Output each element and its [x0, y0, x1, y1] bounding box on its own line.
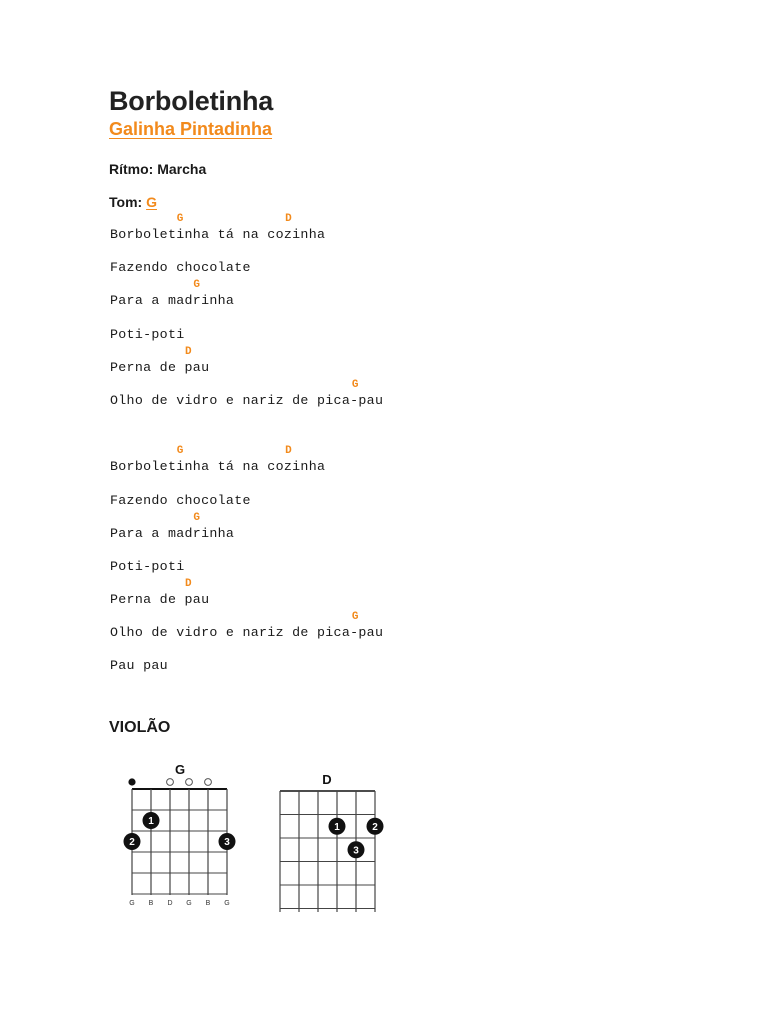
- open-string-marker: [205, 779, 212, 786]
- lyric-text: Borboletinha tá na cozinha: [110, 227, 326, 242]
- chord-label[interactable]: G: [351, 611, 359, 624]
- song-title: Borboletinha: [109, 86, 274, 116]
- finger-number: 2: [129, 837, 135, 849]
- open-string-marker: [186, 779, 193, 786]
- finger-number: 1: [334, 821, 340, 833]
- string-label: B: [205, 900, 211, 907]
- string-label: B: [148, 900, 154, 907]
- lyric-text: Poti-poti: [110, 558, 185, 574]
- string-label: G: [129, 900, 135, 907]
- lyric-text: Fazendo chocolate: [110, 260, 251, 276]
- lyric-text: Pau pau: [110, 658, 168, 674]
- key-link[interactable]: G: [146, 194, 157, 210]
- chord-label[interactable]: D: [185, 578, 192, 591]
- section-title-violao: VIOLÃO: [109, 719, 171, 736]
- finger-number: 3: [353, 845, 359, 857]
- root-marker: [128, 778, 135, 785]
- chord-label[interactable]: G: [176, 445, 184, 458]
- finger-number: 1: [148, 816, 154, 828]
- lyric-text: Poti-poti: [110, 326, 185, 342]
- chord-label[interactable]: D: [285, 445, 292, 458]
- key-label-text: Tom:: [109, 194, 147, 210]
- string-label: D: [167, 900, 173, 907]
- chord-diagram-name: G: [174, 762, 186, 777]
- chord-diagram-d: [272, 770, 396, 912]
- lyric-text: Fazendo chocolate: [110, 492, 251, 508]
- chord-diagram-g: [120, 760, 242, 912]
- lyric-text: Para a madrinha: [110, 525, 235, 541]
- chord-label[interactable]: G: [193, 511, 200, 524]
- lyric-text: Para a madrinha: [110, 293, 235, 309]
- string-label: G: [186, 900, 192, 907]
- lyric-text: Perna de pau: [110, 359, 210, 375]
- chord-label[interactable]: G: [176, 213, 184, 225]
- lyric-text: Olho de vidro e nariz de pica-pau: [110, 625, 384, 641]
- chord-diagram-name: D: [322, 772, 332, 787]
- lyric-text: Perna de pau: [110, 592, 210, 608]
- finger-number: 3: [224, 837, 230, 849]
- chord-label[interactable]: G: [351, 378, 359, 391]
- finger-number: 2: [372, 821, 378, 833]
- key-label: [109, 194, 157, 210]
- open-string-marker: [167, 779, 174, 786]
- chord-label[interactable]: D: [285, 213, 292, 225]
- rhythm-label: Rítmo: Marcha: [109, 161, 207, 177]
- chord-label[interactable]: D: [185, 345, 192, 358]
- lyric-text: Borboletinha tá na cozinha: [110, 459, 326, 475]
- lyric-text: Olho de vidro e nariz de pica-pau: [110, 392, 384, 408]
- chord-label[interactable]: G: [193, 279, 200, 292]
- artist-link[interactable]: Galinha Pintadinha: [109, 119, 273, 139]
- string-label: G: [224, 900, 230, 907]
